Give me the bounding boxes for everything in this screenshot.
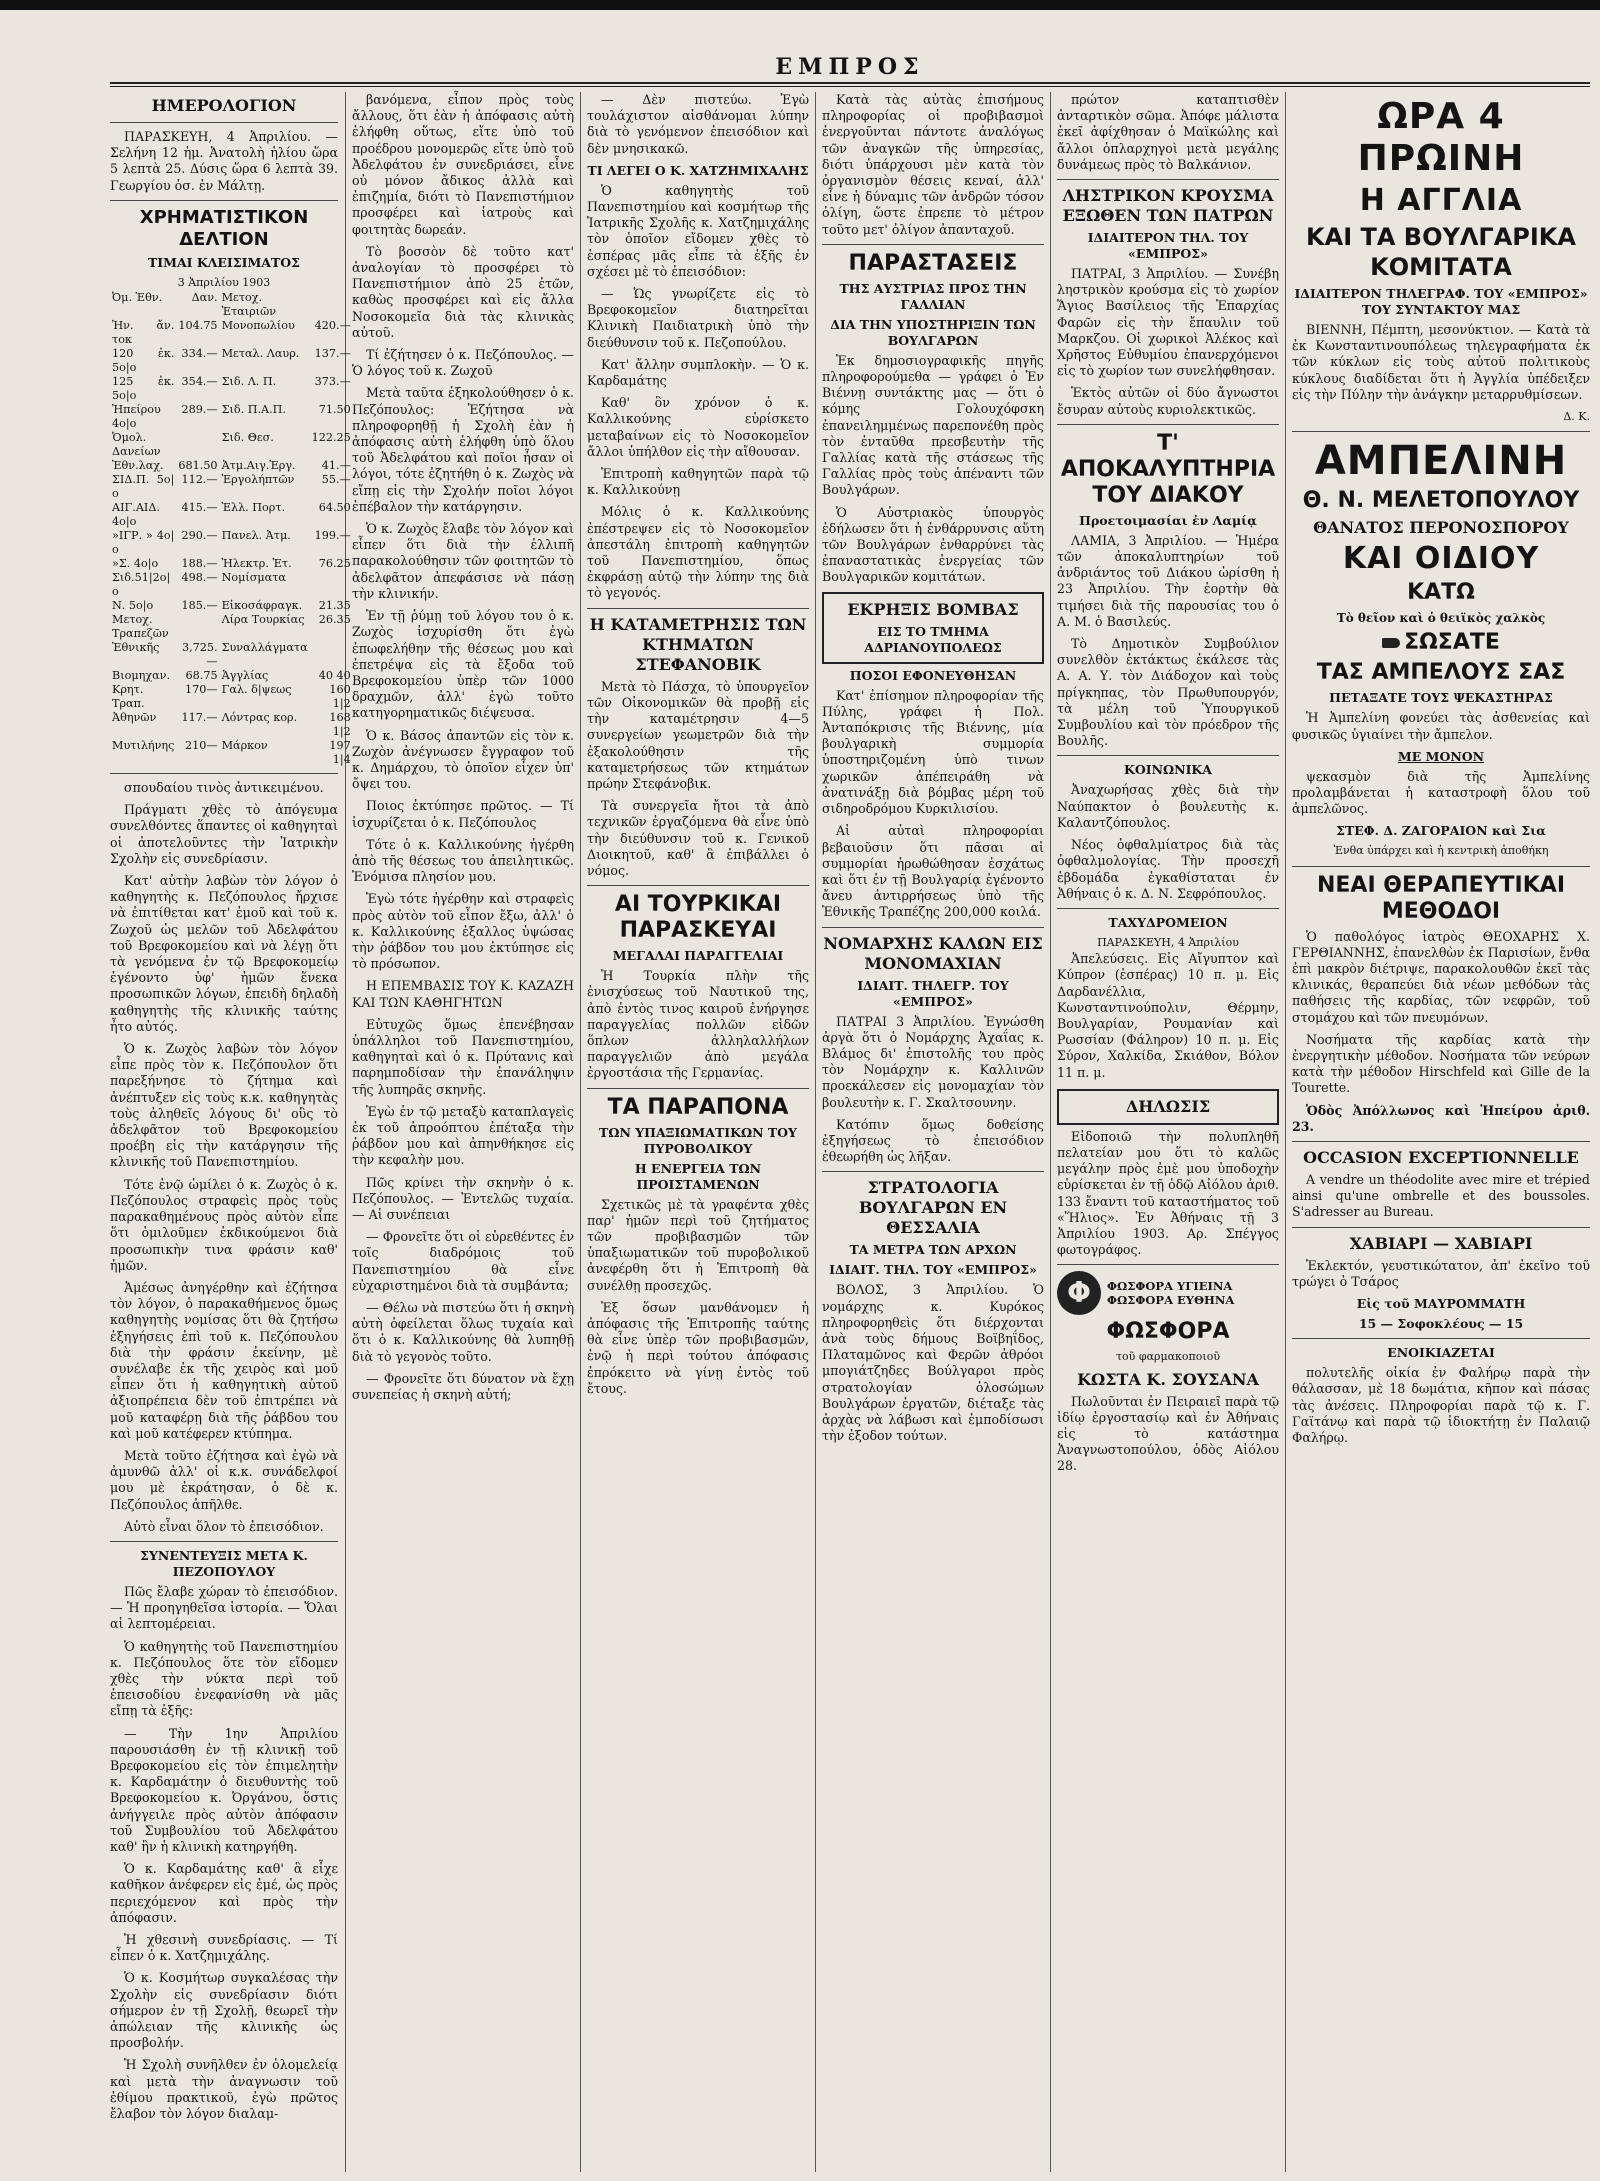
paragraph: — Φρονεῖτε ὅτι οἱ εὑρεθέντες ἐν τοῖς διαδρόμοις τοῦ Πανεπιστημίου θὰ εἶνε εὐχαριστημένοι διὰ τὰ συμβάντα; [352,1229,574,1293]
paragraph: Ὁ κ. Κοσμήτωρ συγκαλέσας τὴν Σχολὴν εἰς συνεδρίασιν διότι σήμερον ἐν τῇ Σχολῇ, θεωρεῖ τὴν ἀπώλειαν τῆς κλινικῆς ὡς προσβολήν. [110,1970,338,2051]
divider [822,1171,1044,1172]
stock-cell: Ὁμολ. Δανείων [112,431,161,459]
ad1-heading: ΩΡΑ 4 ΠΡΩΙΝΗ [1357,96,1525,179]
rent-heading: ΕΝΟΙΚΙΑΖΕΤΑΙ [1387,1345,1495,1361]
ad1-subheading: Η ΑΓΓΛΙΑ [1359,183,1523,218]
divider [587,885,809,886]
stock-cell: 160 1|2 [329,683,351,711]
paragraph: Τί ἐζήτησεν ὁ κ. Πεζόπουλος. — Ὁ λόγος τοῦ κ. Ζωχοῦ [352,347,574,379]
stock-cell: Ἐθνικῆς [112,641,160,655]
stock-cell: Πανελ. Ἀτμ. [221,529,291,543]
explosion-heading: ΕΚΡΗΞΙΣ ΒΟΜΒΑΣ [847,599,1019,619]
stock-cell: 210— [185,739,218,753]
divider [1057,179,1279,180]
paragraph: βανόμενα, εἶπον πρὸς τοὺς ἄλλους, ὅτι ἐὰν ἡ ἀπόφασις αὐτὴ ἐλήφθη οὕτως, εἴτε ὑπὸ τοῦ προέδρου μονομερῶς εἴτε ὑπὸ τοῦ Ἀδελφάτου ἐν συνεδριάσει, εἶνε οὐ μόνον ἄδικος ἀλλὰ καὶ ἐπιζημία, διότι τὸ Πανεπιστήμιον προσφέρει καὶ ἰατροὺς καὶ φοιτητὰς δωρεάν. [352,92,574,237]
paragraph: Κατόπιν ὅμως δοθείσης ἐξηγήσεως τὸ ἐπεισόδιον ἐθεωρήθη ὡς λῆξαν. [822,1116,1044,1165]
ad1-source: ΙΔΙΑΙΤΕΡΟΝ ΤΗΛΕΓΡΑΦ. ΤΟΥ «ΕΜΠΡΟΣ» ΤΟΥ ΣΥΝΤΑΚΤΟΥ ΜΑΣ [1294,286,1588,317]
stock-cell: 71.50 [318,403,351,417]
nomarch-subheading: ΙΔΙΑΙΤ. ΤΗΛΕΓΡ. ΤΟΥ «ΕΜΠΡΟΣ» [857,977,1009,1009]
pointing-hand-icon [1382,638,1400,648]
diakos-article [1057,533,1279,750]
ampelini-heading: ΑΜΠΕΛΙΝΗ [1314,438,1568,485]
stock-cell [176,613,219,641]
ad1-subheading-2: ΚΑΙ ΤΑ ΒΟΥΛΓΑΡΙΚΑ ΚΟΜΙΤΑΤΑ [1306,223,1576,281]
stock-row [110,613,353,641]
calendar-heading: ΗΜΕΡΟΛΟΓΙΟΝ [151,96,297,115]
stock-cell: 40 40 [318,669,351,683]
turkish-article [587,968,809,1081]
paragraph: ΛΑΜΙΑ, 3 Ἀπριλίου. — Ἡμέρα τῶν ἀποκαλυπτηρίων τοῦ ἀνδριάντος τοῦ Διάκου ὡρίσθη ἡ 23 Ἀπριλίου. Τὴν ἑορτὴν θὰ τιμήσει διὰ τῆς παρουσίας του ὁ Α. Μ. ὁ Βασιλεύς. [1057,532,1279,629]
stock-cell: Ἐργολήπτῶν [221,473,295,487]
stock-row [110,291,353,319]
stock-cell: 120 ἐκ. 5ο|ο [112,347,175,375]
paragraph: Ἀμέσως ἀνηγέρθην καὶ ἐζήτησα τὸν λόγον, ὁ παρακαθήμενος ὅμως καθηγητὴς νομίσας ὅτι θὰ ζητήσω ἐξηγήσεις ἐπὶ τοῦ κ. Πεζόπουλου διὰ τὴν φράσιν ἐκείνην, μὲ συνέλαβε ἐκ τῆς χειρὸς καὶ μοῦ εἶπεν ὅτι ἡ καθηγητικὴ αὐτοῦ ἀξιοπρέπεια δὲν τοῦ ἐπιτρέπει νὰ μοῦ καταφέρῃ διὰ τῆς ῥάβδου του καὶ μοῦ κατέφερεν κτύπημα. [110,1279,338,1441]
stock-cell: 137.— [314,347,351,361]
stock-table [110,291,353,767]
stock-cell: Μεταλ. Λαυρ. [221,347,300,361]
paragraph: Ὁ κ. Ζωχὸς ἔλαβε τὸν λόγον καὶ εἶπεν ὅτι διὰ τὴν ἐλλιπῆ παρακολούθησιν τῶν φοιτητῶν τὸ ἀδελφᾶτον ἀπεφάσισε νὰ πάσῃ τὴν κλινικήν. [352,521,574,601]
methods-text-2: Νοσήματα τῆς καρδίας κατὰ τὴν ἐνεργητικὴν μέθοδον. Νοσήματα τῶν νεύρων κατὰ τὴν μέθοδον Hirschfeld καὶ Gille de la Tourette. [1292,1031,1590,1096]
stock-cell [310,291,353,319]
ampelini-line-7: ΠΕΤΑΞΑΤΕ ΤΟΥΣ ΨΕΚΑΣΤΗΡΑΣ [1329,690,1553,706]
phosphora-sub: ΦΩΣΦΟΡΑ ΕΥΘΗΝΑ [1107,1293,1235,1308]
parastaseis-article [822,353,1044,586]
paragraph: Ἐγὼ τότε ἠγέρθην καὶ στραφεὶς πρὸς αὐτὸν τοῦ εἶπον ἔξω, ἀλλ' ὁ κ. Καλλικούνης ἐξαλλος ὑψώσας τὴν ῥάβδον του μου ἐκτύπησε εἰς τὸ πρόσωπον. [352,891,574,972]
phosphora-footer: ΦΩΣΦΟΡΑ [1106,1319,1230,1345]
stratologia-subheading: ΤΑ ΜΕΤΡΑ ΤΩΝ ΑΡΧΩΝ [849,1242,1017,1258]
paragraph: — Τὴν 1ην Ἀπριλίου παρουσιάσθη ἐν τῇ κλινικῇ τοῦ Βρεφοκομείου εἰς τὸν ἐπιμελητὴν κ. Καρδαμάτην ὁ διευθυντὴς τοῦ Βρεφοκομείου κ. Ὀργάνου, ὅστις ἀνήγγειλε πρὸς αὐτὸν ἀπόφασιν τοῦ Συμβουλίου τοῦ Ἀδελφάτου καθ' ἣν ἡ κλινικὴ κατηργήθη. [110,1725,338,1854]
paragraph: — Ὡς γνωρίζετε εἰς τὸ Βρεφοκομεῖον διατηρεῖται Κλινικὴ Παιδιατρικὴ ὑπὸ τὴν διεύθυνσιν τοῦ κ. Πεζοπούλου. [587,286,809,350]
chatzimichalis-heading: ΤΙ ΛΕΓΕΙ Ο Κ. ΧΑΤΖΗΜΙΧΑΛΗΣ [587,162,809,178]
stock-cell: Σιδ.51|2ο|ο [112,571,171,599]
stock-cell: 197 1|4 [329,739,351,767]
turkish-subheading: ΜΕΓΑΛΑΙ ΠΑΡΑΓΓΕΛΙΑΙ [612,948,784,964]
stock-cell: Ἠν. ἄν. τοκ [112,319,175,347]
stock-cell: 26.35 [318,613,351,627]
mail-date: ΠΑΡΑΣΚΕΥΗ, 4 Ἀπριλίου [1097,935,1239,949]
stock-cell: Συναλλάγματα [221,641,308,655]
stock-cell: 125 ἐκ. 5ο|ο [112,375,175,403]
ampelini-line-2: ΚΑΙ ΟΙΔΙΟΥ [1342,541,1540,577]
column-2 [352,92,574,2172]
paragraph: Σχετικῶς μὲ τὰ γραφέντα χθὲς παρ' ἡμῶν περὶ τοῦ ζητήματος τῶν προβιβασμῶν τῶν ὑπαξιωματικῶν τοῦ πυροβολικοῦ ἀνεφέρθη ὅτι ἡ Ἐπιτροπὴ θὰ συνέλθῃ προσεχῶς. [587,1196,809,1293]
paragraph: ΠΑΤΡΑΙ, 3 Ἀπριλίου. — Συνέβη ληστρικὸν κρούσμα εἰς τὸ χωρίον Ἅγιος Βασίλειος τῆς Ἐπαρχίας Φαρῶν εἰς τὴν ἔπαυλιν τοῦ Μαρκζου. Οἱ χωρικοὶ Ἀλέκος καὶ Χρῆστος Εὐθυμίου ἐπανερχόμενοι εἰς τὸ χωρίον των συνελήφθησαν. [1057,266,1279,379]
stock-cell: Βιομηχαν. [112,669,171,683]
methods-address: Ὁδὸς Ἀπόλλωνος καὶ Ἡπείρου ἀριθ. 23. [1292,1102,1590,1134]
stock-cell: Ν. 5ο|ο [112,599,154,613]
phosphora-text: Πωλοῦνται ἐν Πειραιεῖ παρὰ τῷ ἰδίῳ ἐργοστασίῳ καὶ ἐν Ἀθήναις εἰς τὸ κατάστημα Ἀναγνωστοπούλου, ὁδὸς Αἰόλου 28. [1057,1393,1279,1474]
stock-cell: 112.— [181,473,218,487]
ampelini-text-2: ψεκασμὸν διὰ τῆς Ἀμπελίνης προλαμβάνεται ἡ καταστροφὴ ὅλου τοῦ ἀμπελῶνος. [1292,768,1590,817]
stock-cell: 354.— [181,375,218,389]
paragraph: Αὐτὸ εἶναι ὅλον τὸ ἐπεισόδιον. [124,1518,324,1534]
divider [822,927,1044,928]
ampelini-line: ΘΑΝΑΤΟΣ ΠΕΡΟΝΟΣΠΟΡΟΥ [1313,518,1569,538]
stock-row [110,319,353,347]
divider [822,244,1044,245]
parapona-heading: ΤΑ ΠΑΡΑΠΟΝΑ [607,1094,789,1120]
stock-cell: 289.— [181,403,218,417]
stratologia-article [822,1282,1044,1444]
caviar-address: 15 — Σοφοκλέους — 15 [1358,1316,1524,1332]
mail-text: Ἀπελεύσεις. Εἰς Αἴγυπτον καὶ Κύπρον (ἑσπέρας) 10 π. μ. Εἰς Δαρδανέλλια, Κωνσταντινούπολιν, Θέρμην, Βουλγαρίαν, Ρουμανίαν καὶ Ρωσσίαν (Φάληρον) 10 π. μ. Εἰς Σύρον, Χαλκίδα, Σκιάθον, Βόλον 11 π. μ. [1057,951,1279,1080]
stock-cell: 188.— [181,557,218,571]
stock-cell [176,431,219,459]
divider [1292,1141,1590,1142]
stock-cell: Γαλ. δ|ψεως [221,683,292,697]
katametrisis-heading: Η ΚΑΤΑΜΕΤΡΗΣΙΣ ΤΩΝ ΚΤΗΜΑΤΩΝ ΣΤΕΦΑΝΟΒΙΚ [589,614,807,674]
finance-date: 3 Ἀπριλίου 1903 [177,275,271,289]
stock-cell: Κρητ. Τραπ. [112,683,145,711]
stock-cell: Σιδ. Λ. Π. [221,375,277,389]
phosphora-head: ΦΩΣΦΟΡΑ ΥΓΙΕΙΝΑ [1107,1279,1233,1294]
paragraph: — Δὲν πιστεύω. Ἐγὼ τουλάχιστον αἰσθάνομαι λύπην διὰ τὸ γενόμενον ἐπεισόδιον καὶ δὲν μνησικακῶ. [587,92,809,156]
paragraph: Ἀναχωρήσας χθὲς διὰ τὴν Ναύπακτον ὁ βουλευτὴς κ. Καλαντζόπουλος. [1057,782,1279,830]
paragraph: Νέος ὀφθαλμίατρος διὰ τὰς ὀφθαλμολογίας. Τὴν προσεχῆ ἑβδομάδα ἐγκαθίσταται ἐν Ἀθήναις ὁ κ. Δ. Ν. Σεφρόπουλος. [1057,837,1279,901]
parapona-subheading-2: Η ΕΝΕΡΓΕΙΑ ΤΩΝ ΠΡΟΙΣΤΑΜΕΝΩΝ [634,1160,762,1192]
stock-cell: Εἰκοσάφραγκ. [221,599,303,613]
stock-cell: 76.25 [318,557,351,571]
paragraph: Τὰ συνεργεῖα ἤτοι τὰ ἀπὸ τεχνικῶν ἐργαζόμενα θὰ εἶνε ὑπὸ τὴν διεύθυνσιν τοῦ κ. Γενικοῦ Διοικητοῦ, καθ' ἃ ἐπιβάλλει ὁ νόμος. [587,798,809,878]
stock-row [110,529,353,557]
stock-cell: 41.— [321,459,351,473]
paragraph: Αἱ αὐταὶ πληροφορίαι βεβαιοῦσιν ὅτι πᾶσαι αἱ συμμορίαι ἠρωθώθησαν ἐσχάτως καὶ ὅτι ἐν τῇ Βουλγαρίᾳ ἐγένοντο ἄνευ ἀντιρρήσεως ὑπὸ τῆς Ἐθνικῆς Τραπέζης 200,000 κοιλά. [822,823,1044,920]
column-1 [110,92,351,2172]
finance-subheading: ΤΙΜΑΙ ΚΛΕΙΣΙΜΑΤΟΣ [147,254,301,270]
paragraph: σπουδαίου τινὸς ἀντικειμένου. [124,780,324,796]
paragraph: Ἐκτὸς αὐτῶν οἱ δύο ἄγνωστοι ἔσυραν αὐτοὺς κυριολεκτικῶς. [1057,385,1279,417]
stock-cell: 117.— [181,711,218,725]
rent-text: πολυτελῆς οἰκία ἐν Φαλήρῳ παρὰ τὴν θάλασσαν, μὲ 18 δωμάτια, κῆπον καὶ πάσας τὰς ἀνέσεις. Πληροφορίαι παρὰ τῷ κ. Γ. Γαϊτάνῳ καὶ παρὰ τῷ ἰδιοκτήτῃ ἐν Παλαιῷ Φαλήρῳ. [1292,1365,1590,1445]
stock-cell: Ἐθν.λαχ. [112,459,164,473]
ad1-text: ΒΙΕΝΝΗ, Πέμπτη, μεσονύκτιον. — Κατὰ τὰ ἐκ Κωνσταντινουπόλεως τηλεγραφήματα ἐκ τῶν κύκλων εἰς τοὺς αὐτοῦ πολιτικοὺς κύκλους διαδίδεται ὅτι ἡ Ἀγγλία ὑπέδειξεν εἰς τὴν Πύλην τὴν ἀνάγκην μεταρρυθμίσεων. [1292,322,1590,402]
column-separator [1285,92,1286,2172]
katametrisis-article [587,679,809,879]
column-3 [587,92,809,2172]
ampelini-line-4: Τὸ θεῖον καὶ ὁ θειϊκὸς χαλκὸς [1336,611,1546,626]
nomarch-article [822,1014,1044,1166]
top-black-bar [0,0,1600,10]
stock-cell: Ἀθηνῶν [112,711,157,725]
divider [587,608,809,609]
paragraph: πρώτον καταπτισθὲν ἀνταρτικὸν σῶμα. Ἀπόφε μάλιστα ἐκεῖ ἀφίχθησαν ὁ Μαϊκώλης καὶ ἄλλοι ὁπλαρχηγοὶ μετὰ μεγάλης δυνάμεως πρὸς τὸ Βαλκάνιον. [1057,92,1279,172]
ampelini-line-5: ΣΩΣΑΤΕ [1404,630,1500,656]
stock-cell: 170— [185,683,218,697]
stock-cell: 64.50 [318,501,351,515]
ampelini-line-3: ΚΑΤΩ [1407,580,1475,606]
parastaseis-heading: ΠΑΡΑΣΤΑΣΕΙΣ [848,250,1018,276]
robbery-heading: ΛΗΣΤΡΙΚΟΝ ΚΡΟΥΣΜΑ ΕΞΩΘΕΝ ΤΩΝ ΠΑΤΡΩΝ [1062,186,1274,226]
stock-row [110,347,353,375]
ampelini-line-5-wrap [1292,630,1590,656]
stock-row [110,641,353,669]
stock-cell: 498.— [181,571,218,585]
paragraph: Ἐπιτροπὴ καθηγητῶν παρὰ τῷ κ. Καλλικούνῃ [587,466,809,498]
stock-cell: 122.25 [311,431,351,445]
stock-row [110,669,353,683]
stock-cell: 290.— [181,529,218,543]
finance-heading: ΧΡΗΜΑΤΙΣΤΙΚΟΝ ΔΕΛΤΙΟΝ [139,206,309,250]
meeting-heading: ΣΥΝΕΝΤΕΥΞΙΣ ΜΕΤΑ Κ. ΠΕΖΟΠΟΥΛΟΥ [140,1547,308,1579]
paragraph: ΒΟΛΟΣ, 3 Ἀπριλίου. Ὁ νομάρχης κ. Κυρόκος πληροφορηθεὶς ὅτι διέρχονται ἀνὰ τοὺς δήμους Βοϊβηΐδος, Πλαταμῶνος καὶ Φερῶν ἀθρόοι μπογιάτζηδες Βούλγαροι πρὸς στρατολογίαν ὁλοσώμων Βουλγάρων ἐργατῶν, διέταξε τὰς ἀρχὰς νὰ λάβωσι καὶ ἐμποδίσωσι τὴν ἐξοδον τούτων. [822,1282,1044,1444]
paragraph: Τὸ βοσσὸν δὲ τοῦτο κατ' ἀναλογίαν τὸ προσφέρει τὸ Πανεπιστήμιον ἀπὸ 25 ἐτῶν, καθὼς προσφέρει καὶ εἰς ἄλλα Νοσοκομεῖα διὰ τὰς κλινικὰς αὐτοῦ. [352,243,574,340]
phosphora-logo-icon: Φ [1057,1271,1101,1315]
parapona-article [587,1197,809,1397]
paragraph: Κατ' ἐπίσημον πληροφορίαν τῆς Πύλης, γράφει ἡ Πολ. Ἀνταπόκρισις τῆς Βιέννης, μία βουλγαρικὴ συμμορία ὑποστηριζομένη ὑπὸ τινων χωρικῶν ἀπέπειράθη νὰ ἀνατινάξῃ διὰ βόμβας μέρη τοῦ σιδηροδρόμου Κυρκιλισίου. [822,687,1044,817]
paragraph: Ἐγὼ ἐν τῷ μεταξὺ καταπλαγεὶς ἐκ τοῦ ἀπροόπτου ἐπέταξα τὴν ῥάβδον μου καὶ ἀπηνθήκησε εἰς τὴν κεφαλὴν μου. [352,1103,574,1168]
paragraph: Ὁ καθηγητὴς τοῦ Πανεπιστημίου καὶ κοσμήτωρ τῆς Ἰατρικῆς Σχολῆς κ. Χατζημιχάλης τὸν ὁποῖον εἴδομεν χθὲς τὸ ἑσπέρας μᾶς εἶπε τὰ ἑξῆς ἐν σχέσει μὲ τὸ ἐπεισόδιον: [587,182,809,279]
divider [1057,1264,1279,1265]
paragraph: ΠΑΤΡΑΙ 3 Ἀπριλίου. Ἐγνώσθη ἀργὰ ὅτι ὁ Νομάρχης Ἀχαΐας κ. Βλάμος δι' ἐπιστολῆς του πρὸς τὸν Νομάρχην κ. Καλλινῶν προεκάλεσεν εἰς μονομαχίαν τὸν βουλευτὴν κ. Γ. Σκαλτσουνην. [822,1013,1044,1110]
ad1-sign: Δ. Κ. [1563,410,1590,424]
masthead-rule [110,82,1590,84]
paragraph: — Φρονεῖτε ὅτι δύνατον νὰ ἔχῃ συνεπείας ἡ σκηνὴ αὐτή; [352,1370,574,1403]
stock-row [110,431,353,459]
paragraph: Πῶς κρίνει τὴν σκηνὴν ὁ κ. Πεζόπουλος. — Ἐντελῶς τυχαία. — Αἱ συνέπειαι [352,1174,574,1222]
paragraph: Ἡ χθεσινὴ συνεδρίασις. — Τί εἶπεν ὁ κ. Χατζημιχάλης. [110,1932,338,1964]
paragraph: — Θέλω νὰ πιστεύω ὅτι ἡ σκηνὴ αὐτὴ ὀφείλεται ὅλως τυχαία καὶ ὅτι ὁ κ. Καλλικούνης θὰ λυπηθῇ διὰ τὸ γεγονὸς τοῦτο. [352,1300,574,1364]
paragraph: Πῶς ἔλαβε χώραν τὸ ἐπεισόδιον. — Ἡ προηγηθεῖσα ἱστορία. — Ὅλαι αἱ λεπτομέρειαι. [110,1583,338,1632]
meeting-article [110,1584,338,2122]
ampelini-seller: ΣΤΕΦ. Δ. ΖΑΓΟΡΑΙΟΝ καὶ Σια [1336,823,1546,839]
paragraph: Ἡ Σχολὴ συνῆλθεν ἐν ὁλομελείᾳ καὶ μετὰ τὴν ἀναγνωσιν τοῦ ἐθίμου πρακτικοῦ, ἐγὼ πρῶτος ἔλαβον τὸν λόγον διαλαμ- [110,2057,338,2122]
social-heading: ΚΟΙΝΩΝΙΚΑ [1124,762,1212,778]
ampelini-line-6: ΤΑΣ ΑΜΠΕΛΟΥΣ ΣΑΣ [1316,660,1566,686]
divider [1292,1227,1590,1228]
stratologia-heading: ΣΤΡΑΤΟΛΟΓΙΑ ΒΟΥΛΓΑΡΩΝ ΕΝ ΘΕΣΣΑΛΙΑ [858,1178,1008,1238]
stock-cell: Ἠπείρου 4ο|ο [112,403,161,431]
stock-cell: 373.— [314,375,351,389]
masthead-rule-thin [110,86,1590,87]
paragraph: Πράγματι χθὲς τὸ ἀπόγευμα συνελθόντες ἅπαντες οἱ καθηγηταὶ οἱ ἀποτελοῦντες τὴν Ἰατρικὴν Σχολὴν εἰς συνεδρίασιν. [110,802,338,866]
stock-row [110,599,353,613]
stock-cell: Σιδ. Θεσ. [221,431,274,445]
stock-cell: 168 1|2 [329,711,351,739]
paragraph: Κατ' ἄλλην συμπλοκὴν. — Ὁ κ. Καρδαμάτης [587,356,809,389]
stock-cell: Μετοχ. Ἑταιριῶν [221,291,276,319]
nomarch-heading: ΝΟΜΑΡΧΗΣ ΚΑΛΩΝ ΕΙΣ ΜΟΝΟΜΑΧΙΑΝ [823,933,1043,973]
robbery-article [1057,266,1279,418]
paragraph: Καθ' ὃν χρόνον ὁ κ. Καλλικούνης εὑρίσκετο μεταβαίνων εἰς τὸ Νοσοκομεῖον ἄλλοι ὑπήλθον εἰς τὴν αἴθουσαν. [587,395,809,459]
paragraph: Εὐτυχῶς ὅμως ἐπενέβησαν ὑπάλληλοι τοῦ Πανεπιστημίου, καθηγηταὶ καὶ ὁ κ. Πρύτανις καὶ παρημποδίσαν τὴν ἐπανάληψιν τῆς λυπηρᾶς σκηνῆς. [352,1016,574,1097]
paragraph: Ὁ καθηγητὴς τοῦ Πανεπιστημίου κ. Πεζόπουλος ὅτε τὸν εἴδομεν χθὲς τὴν νύκτα περὶ τοῦ ἐπεισοδίου ἐνεφανίσθη νὰ μᾶς εἴπῃ τὰ ἑξῆς: [110,1638,338,1719]
stock-cell: »Σ. 4ο|ο [112,557,159,571]
ampelini-mon: ΜΕ ΜΟΝΟΝ [1397,748,1485,764]
article-continued [110,780,338,1535]
methods-text: Ὁ παθολόγος ἰατρὸς ΘΕΟΧΑΡΗΣ Χ. ΓΕΡΘΙΑΝΝΗΣ, ἐπανελθὼν ἐκ Παρισίων, ἔνθα ἐπὶ μακρὸν διέτριψε, παρακολουθῶν ἐκεῖ τὰς κλινικάς, θεραπεύει διὰ νέων μεθόδων τὰς παθήσεις τῆς καρδίας, τῶν νεφρῶν, τοῦ στομάχου καὶ τῶν πνευμόνων. [1292,928,1590,1025]
col5-top-text [1057,92,1279,173]
divider [110,773,338,774]
occasion-heading: OCCASION EXCEPTIONNELLE [1303,1148,1579,1168]
stock-row [110,403,353,431]
stock-cell: ΑΙΓ.ΑΙΔ. 4ο|ο [112,501,160,529]
parastaseis-subheading-2: ΔΙΑ ΤΗΝ ΥΠΟΣΤΗΡΙΞΙΝ ΤΩΝ ΒΟΥΛΓΑΡΩΝ [830,316,1036,348]
stock-cell: Λόντρας κορ. [221,711,298,725]
stock-cell: Μάρκον [221,739,268,753]
caviar-text: Ἐκλεκτόν, γευστικώτατον, ἀπ' ἐκεῖνο τοῦ τρώγει ὁ Τσάρος [1292,1257,1590,1289]
divider [1292,866,1590,867]
explosion-subheading: ΕΙΣ ΤΟ ΤΜΗΜΑ ΑΔΡΙΑΝΟΥΠΟΛΕΩΣ [864,623,1002,655]
caviar-seller: Εἰς τοῦ ΜΑΥΡΟΜΜΑΤΗ [1356,1296,1526,1312]
parastaseis-subheading: ΤΗΣ ΑΥΣΤΡΙΑΣ ΠΡΟΣ ΤΗΝ ΓΑΛΛΙΑΝ [839,280,1027,312]
divider [1292,1338,1590,1339]
column-6 [1292,92,1590,2172]
stock-cell: Λίρα Τουρκίας [221,613,305,627]
stock-cell: Ὀμ. Ἐθν. [112,291,163,305]
paragraph: Ὁ κ. Ζωχὸς λαβὼν τὸν λόγον εἶπε πρὸς τὸν κ. Πεζόπουλον ὅτι παρεξήνησε τὸ ζήτημα καὶ ἀνέπτυξεν εἰς τοὺς κ.κ. καθηγητὰς τοὺς ἀληθεῖς λόγους δι' οὓς τὸ ἀδελφᾶτον τοῦ Βρεφοκομείου προέβη εἰς τὴν κατάργησιν τῆς κλινικῆς τοῦ Πανεπιστημίου. [110,1041,338,1170]
paragraph: Κατ' αὐτὴν λαβὼν τὸν λόγον ὁ καθηγητὴς κ. Πεζόπουλος ἤρχισε νὰ ἐπιτίθεται κατ' ἐμοῦ καὶ τοῦ κ. Ζωχοῦ ὡς μελῶν τοῦ Ἀδελφάτου τοῦ Βρεφοκομείου καὶ νὰ λέγῃ ὅτι τὰ γενόμενα ἐν τῷ Βρεφοκομείῳ ἐγένοντο ὑφ' ἡμῶν ἕνεκα προσωπικῶν λόγων, ἐπειδὴ δηλαδὴ καθηγητὴς τῆς κλινικῆς ταύτης ἦτο αὐτός. [110,873,338,1034]
paragraph: Μετὰ τοῦτο ἐζήτησα καὶ ἐγὼ νὰ ἀμυνθῶ ἀλλ' οἱ κ.κ. συνάδελφοί μου μὲ ἐκράτησαν, ὁ δὲ κ. Πεζόπουλος ἀπῆλθε. [110,1447,338,1512]
stock-row [110,571,353,599]
phosphora-footer-sub: τοῦ φαρμακοποιοῦ [1115,1350,1221,1364]
col3-top-text [587,92,809,157]
calendar-text: ΠΑΡΑΣΚΕΥΗ, 4 Ἀπριλίου. — Σελήνη 12 ἡμ. Ἀνατολὴ ἡλίου ὥρα 5 λεπτὰ 25. Δύσις ὥρα 6 λεπτὰ 39. Γεωργίου ὁσ. ἐν Μάλτῃ. [110,129,338,193]
paragraph: Ἐν τῇ ῥύμῃ τοῦ λόγου του ὁ κ. Ζωχὸς ἰσχυρίσθη ὅτι ἐγὼ ἐπωφελήθην τῆς θέσεως μου καὶ ἐπετρέψα εἰς τὰ ἔξοδα τοῦ Βρεφοκομείου ὑπὲρ τῶν 1000 δραχμῶν, ἀλλ' ἐγὼ τοῦτο κατηγορηματικῶς διέψευσα. [352,608,574,721]
stock-cell [310,571,353,599]
stock-cell: 420.— [314,319,351,333]
divider [110,1541,338,1542]
stock-cell [310,641,353,669]
column-4 [822,92,1044,2172]
stock-cell: 21.35 [318,599,351,613]
paragraph: Ἐκ δημοσιογραφικῆς πηγῆς πληροφορούμεθα — γράφει ὁ Ἐν Βιέννῃ συντάκτης μας — ὅτι ὁ κόμης Γολουχόφσκη ἐπανειλημμένως παρεπονέθη πρὸς τὸν ἐνταῦθα πρεσβευτὴν τῆς Γαλλίας κατὰ τῆς στάσεως τῆς Γαλλίας πρὸς τοὺς ἀπέναντι τῶν Βουλγάρων. [822,352,1044,498]
stock-cell: 415.— [181,501,218,515]
paragraph: Ὁ κ. Βάσος ἀπαντῶν εἰς τὸν κ. Ζωχὸν ἀνέγνωσεν ἔγγραφον τοῦ κ. Δημάρχου, τὸ ὁποῖον εἶχεν ὑπ' ὄψει του. [352,727,574,792]
stock-cell: 199.— [314,529,351,543]
caviar-heading: ΧΑΒΙΑΡΙ — ΧΑΒΙΑΡΙ [1349,1233,1533,1253]
article-continued-2 [352,92,574,1403]
chatzimichalis-article [587,183,809,602]
notice-heading: ΔΗΛΩΣΙΣ [1125,1096,1211,1116]
diakos-heading: Τ' ΑΠΟΚΑΛΥΠΤΗΡΙΑ ΤΟΥ ΔΙΑΚΟΥ [1060,430,1276,508]
stock-cell: 334.— [181,347,218,361]
stock-row [110,557,353,571]
stock-row [110,501,353,529]
notice-text: Εἰδοποιῶ τὴν πολυπληθῆ πελατείαν μου ὅτι τὸ καλῶς μεγάλην πρὸς ἐμὲ μου ὑποδοχὴν εὑρίσκεται ἐν τῇ ὁδῷ Αἰόλου ἀριθ. 133 ἔναντι τοῦ καταστήματος τοῦ «Ἥλιος». Ἐν Ἀθήναις τῇ 3 Ἀπριλίου 1903. Αρ. Σπέγγος φωτογράφος. [1057,1128,1279,1258]
robbery-subheading: ΙΔΙΑΙΤΕΡΟΝ ΤΗΛ. ΤΟΥ «ΕΜΠΡΟΣ» [1087,230,1249,262]
stock-row [110,459,353,473]
ampelini-text: Ἡ Ἀμπελίνη φονεύει τὰς ἀσθενείας καὶ φυσικῶς ὑγιαίνει τὴν ἄμπελον. [1292,710,1590,742]
stock-row [110,711,353,739]
ampelini-subheading: Θ. Ν. ΜΕΛΕΤΟΠΟΥΛΟΥ [1302,488,1580,514]
stock-cell: 185.— [181,599,218,613]
divider [1292,431,1590,432]
stock-cell: 55.— [321,473,351,487]
paragraph: Ὁ κ. Καρδαμάτης καθ' ἃ εἶχε καθῆκον ἀνέφερεν εἰς ἐμέ, ὡς πρὸς περιεχόμενον καὶ πρὸς τὴν ἀπόφασιν. [110,1861,338,1925]
social-news [1057,782,1279,901]
stratologia-subheading-2: ΙΔΙΑΙΤ. ΤΗΛ. ΤΟΥ «ΕΜΠΡΟΣ» [829,1262,1037,1278]
stock-row [110,739,353,767]
explosion-article [822,688,1044,921]
paragraph: Τότε ἐνῷ ὡμίλει ὁ κ. Ζωχὸς ὁ κ. Πεζόπουλος στραφεὶς πρὸς τοὺς παρακαθημένους πρὸς αὐτὸν εἶπε ὅτι ὁμιλοῦμεν ἐκδικούμενοι διὰ προσωπικὴν τινα φράσιν καθ' ἡμῶν. [110,1176,338,1273]
methods-heading: ΝΕΑΙ ΘΕΡΑΠΕΥΤΙΚΑΙ ΜΕΘΟΔΟΙ [1316,872,1565,924]
paragraph: Ποιος ἐκτύπησε πρῶτος. — Τί ἰσχυρίζεται ὁ κ. Πεζόπουλος [352,798,574,830]
occasion-text: A vendre un théodolite avec mire et trépied ainsi qu'une ombrelle et des boussoles. S'adresser au Bureau. [1292,1172,1590,1220]
stock-cell: »ΙΓΡ. » 4ο|ο [112,529,175,557]
column-separator [580,92,581,2172]
divider [1057,755,1279,756]
mail-heading: ΤΑΧΥΔΡΟΜΕΙΟΝ [1108,914,1228,930]
paragraph: Η ΕΠΕΜΒΑΣΙΣ ΤΟΥ Κ. ΚΑΖΑΖΗ ΚΑΙ ΤΩΝ ΚΑΘΗΓΗΤΩΝ [352,978,574,1010]
explosion-subheading-2: ΠΟΣΟΙ ΕΦΟΝΕΥΘΗΣΑΝ [849,667,1017,683]
stock-row [110,375,353,403]
column-separator [815,92,816,2172]
stock-cell: Μονοπωλίου [221,319,295,333]
paragraph: Τὸ Δημοτικὸν Συμβούλιον συνελθὸν ἐκτάκτως ἐκάλεσε τὰς Α. Α. Υ. τὸν Διάδοχον καὶ τοὺς πρίγκηπας, τὸν Πρωθυπουργόν, τὰ μέλη τοῦ Ὑπουργικοῦ Συμβουλίου καὶ τὸν πρόεδρον τῆς Βουλῆς. [1057,636,1279,749]
stock-cell: 104.75 [178,319,218,333]
divider [110,122,338,123]
stock-cell: Σιδ. Π.Α.Π. [221,403,286,417]
column-separator [1050,92,1051,2172]
turkish-heading: ΑΙ ΤΟΥΡΚΙΚΑΙ ΠΑΡΑΣΚΕΥΑΙ [614,892,782,944]
stock-cell: 681.50 [178,459,218,473]
paragraph: Μετὰ ταῦτα ἐξηκολούθησεν ὁ κ. Πεζόπουλος: Ἐζήτησα νὰ πληροφορηθῇ ἡ Σχολὴ ἐὰν ἡ ἀπόφασις αὐτὴ ἐλήφθη ὑπὸ ὅλου τοῦ Ἀδελφάτου καὶ ποῖοι ἦσαν οἱ λόγοι, τότε ἐζητήθη ὁ κ. Ζωχὸς νὰ εἴπῃ εἰς τὴν Σχολήν ποῖοι λόγοι ἐπέβαλον τὴν κατάργησιν. [352,385,574,514]
ampelini-seller-2: Ἐνθα ὑπάρχει καὶ ἡ κεντρικὴ ἀποθήκη [1333,844,1549,858]
paragraph: Ὁ Αὐστριακὸς ὑπουργὸς ἐδήλωσεν ὅτι ἡ ἐνθάρρυνσις αὕτη τῶν Βουλγάρων ἐνθαρρύνει τὰς ἐπαναστατικὰς ἐνεργείας τῶν Βουλγαρικῶν κομιτάτων. [822,504,1044,585]
phosphora-name: ΚΩΣΤΑ Κ. ΣΟΥΣΑΝΑ [1077,1369,1259,1389]
paragraph: Μόλις ὁ κ. Καλλικούνης ἐπέστρεψεν εἰς τὸ Νοσοκομεῖον ἀπεστάλη ἐπιτροπὴ καθηγητῶν τοῦ Πανεπιστημίου, ὅπως ἐκφράσῃ αὐτῷ τὴν λύπην της διὰ τὸ γεγονός. [587,504,809,601]
stock-cell: Ἀτμ.Αιγ.Ἑργ. [221,459,296,473]
paragraph: Μετὰ τὸ Πάσχα, τὸ ὑπουργεῖον τῶν Οἰκονομικῶν θὰ προβῇ εἰς τὴν καταμέτρησιν 4—5 συνεργείων γεωμετρῶν διὰ τὴν ἐξακολούθησιν τῆς καταμετρήσεως τῶν κτημάτων πρώην Στεφάνοβικ. [587,678,809,791]
paragraph: Ἐξ ὅσων μανθάνομεν ἡ ἀπόφασις τῆς Ἐπιτροπῆς ταύτης θὰ εἶνε ὑπὲρ τῶν προβιβασμῶν, ἐνῷ ἡ περὶ τούτου ἀπόφασις ἐπρόκειτο νὰ γίνῃ ἐντὸς τοῦ ἔτους. [587,1299,809,1396]
stock-cell: ΣΙΔ.Π. 5ο|ο [112,473,175,501]
column-5 [1057,92,1279,2172]
divider [110,200,338,201]
paragraph: Τότε ὁ κ. Καλλικούνης ἠγέρθη ἀπὸ τῆς θέσεως του ἀπειλητικῶς. Ἐνόμισα πλησίον μου. [352,836,574,885]
paragraph: Ἡ Τουρκία πλὴν τῆς ἐνισχύσεως τοῦ Ναυτικοῦ της, ἀπὸ ἐντὸς τινος καιροῦ ἐνήργησε παραγγελίας πολλῶν εἰδῶν ὅπλων ἀλληλαλλήλων παραγγελιῶν ἀπὸ μεγάλα ἐργοστάσια τῆς Γερμανίας. [587,968,809,1081]
stock-row [110,683,353,711]
stock-row [110,473,353,501]
col4-top-text [822,92,1044,238]
stock-cell: 68.75 [185,669,218,683]
stock-cell: Μετοχ. Τραπεζῶν [112,613,169,641]
divider [1057,424,1279,425]
stock-cell: Μυτιλήνης [112,739,175,753]
stock-cell: Νομίσματα [221,571,286,585]
stock-cell: Ἑλλ. Πορτ. [221,501,286,515]
stock-cell: Ἠλεκτρ. Ἑτ. [221,557,292,571]
stock-cell: Ἀγγλίας [221,669,269,683]
paragraph: Κατὰ τὰς αὐτὰς ἐπισήμους πληροφορίας οἱ προβιβασμοὶ ἐνεργοῦνται πάντοτε ἀναλόγως τῶν ἀναγκῶν τῆς ὑπηρεσίας, διότι ὑπάρχουσι μὲν κατὰ τὸν ὀργανισμὸν θέσεις κεναί, ἀλλ' εἶνε ἡ δύναμις τῶν ἀνδρῶν τόσον ὀλίγη, ὥστε ἐπρεπε τὸ μέτρον τοῦτο μετ' ὀλίγον ἀπανταχοῦ. [822,92,1044,237]
divider [1057,908,1279,909]
stock-cell: 3,725.— [181,641,218,669]
masthead: ΕΜΠΡΟΣ [775,54,925,80]
diakos-subheading: Προετοιμασίαι ἐν Λαμίᾳ [1079,512,1257,528]
phosphora-ad [1057,1271,1279,1315]
divider [587,1088,809,1089]
parapona-subheading: ΤΩΝ ΥΠΑΞΙΩΜΑΤΙΚΩΝ ΤΟΥ ΠΥΡΟΒΟΛΙΚΟΥ [599,1124,797,1156]
stock-cell: Δαν. [191,291,218,305]
